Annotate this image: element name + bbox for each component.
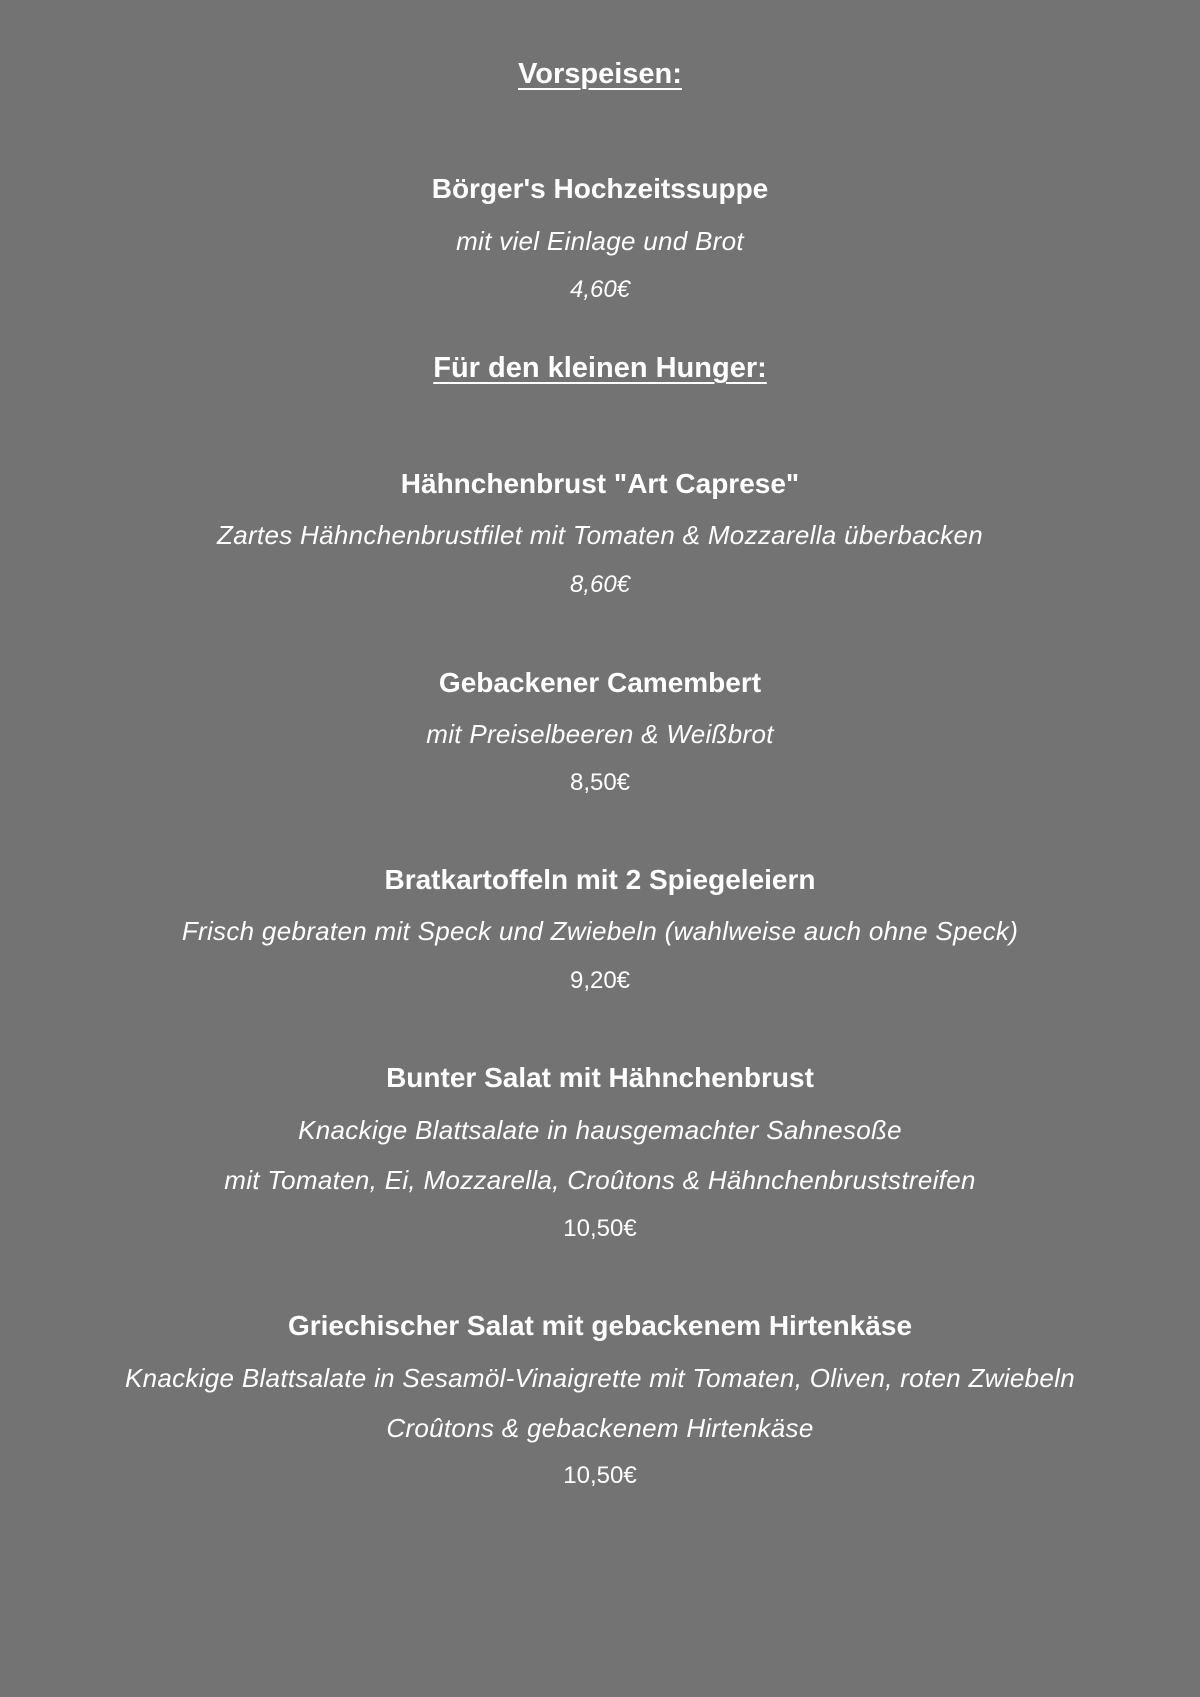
dish-description: Frisch gebraten mit Speck und Zwiebeln (wahlweise auch ohne Speck) (181, 916, 1019, 946)
section-title-kleiner-hunger: Für den kleinen Hunger: (433, 352, 767, 384)
dish-description: mit viel Einlage und Brot (456, 226, 744, 256)
dish-name: Bunter Salat mit Hähnchenbrust (386, 1062, 814, 1093)
dish-description: mit Preiselbeeren & Weißbrot (426, 719, 774, 749)
dish-name: Griechischer Salat mit gebackenem Hirtenkäse (287, 1310, 913, 1341)
dish-price: 10,50€ (563, 1215, 637, 1242)
dish-price: 9,20€ (569, 967, 631, 994)
dish-description: Knackige Blattsalate in hausgemachter Sahnesoße (298, 1115, 902, 1145)
dish-description: Knackige Blattsalate in Sesamöl-Vinaigrette mit Tomaten, Oliven, roten Zwiebeln (124, 1363, 1076, 1393)
dish-price: 4,60€ (569, 276, 631, 303)
dish-description: mit Tomaten, Ei, Mozzarella, Croûtons & Hähnchenbruststreifen (224, 1165, 976, 1195)
dish-price: 8,50€ (569, 769, 631, 796)
section-title-vorspeisen: Vorspeisen: (518, 58, 682, 90)
dish-price: 8,60€ (569, 571, 631, 598)
dish-name: Bratkartoffeln mit 2 Spiegeleiern (384, 864, 816, 895)
dish-description: Zartes Hähnchenbrustfilet mit Tomaten & Mozzarella überbacken (217, 520, 983, 550)
dish-name: Hähnchenbrust "Art Caprese" (400, 468, 800, 499)
dish-description: Croûtons & gebackenem Hirtenkäse (386, 1413, 814, 1443)
dish-name: Gebackener Camembert (438, 667, 762, 698)
dish-price: 10,50€ (563, 1462, 637, 1489)
dish-name: Börger's Hochzeitssuppe (431, 173, 769, 204)
